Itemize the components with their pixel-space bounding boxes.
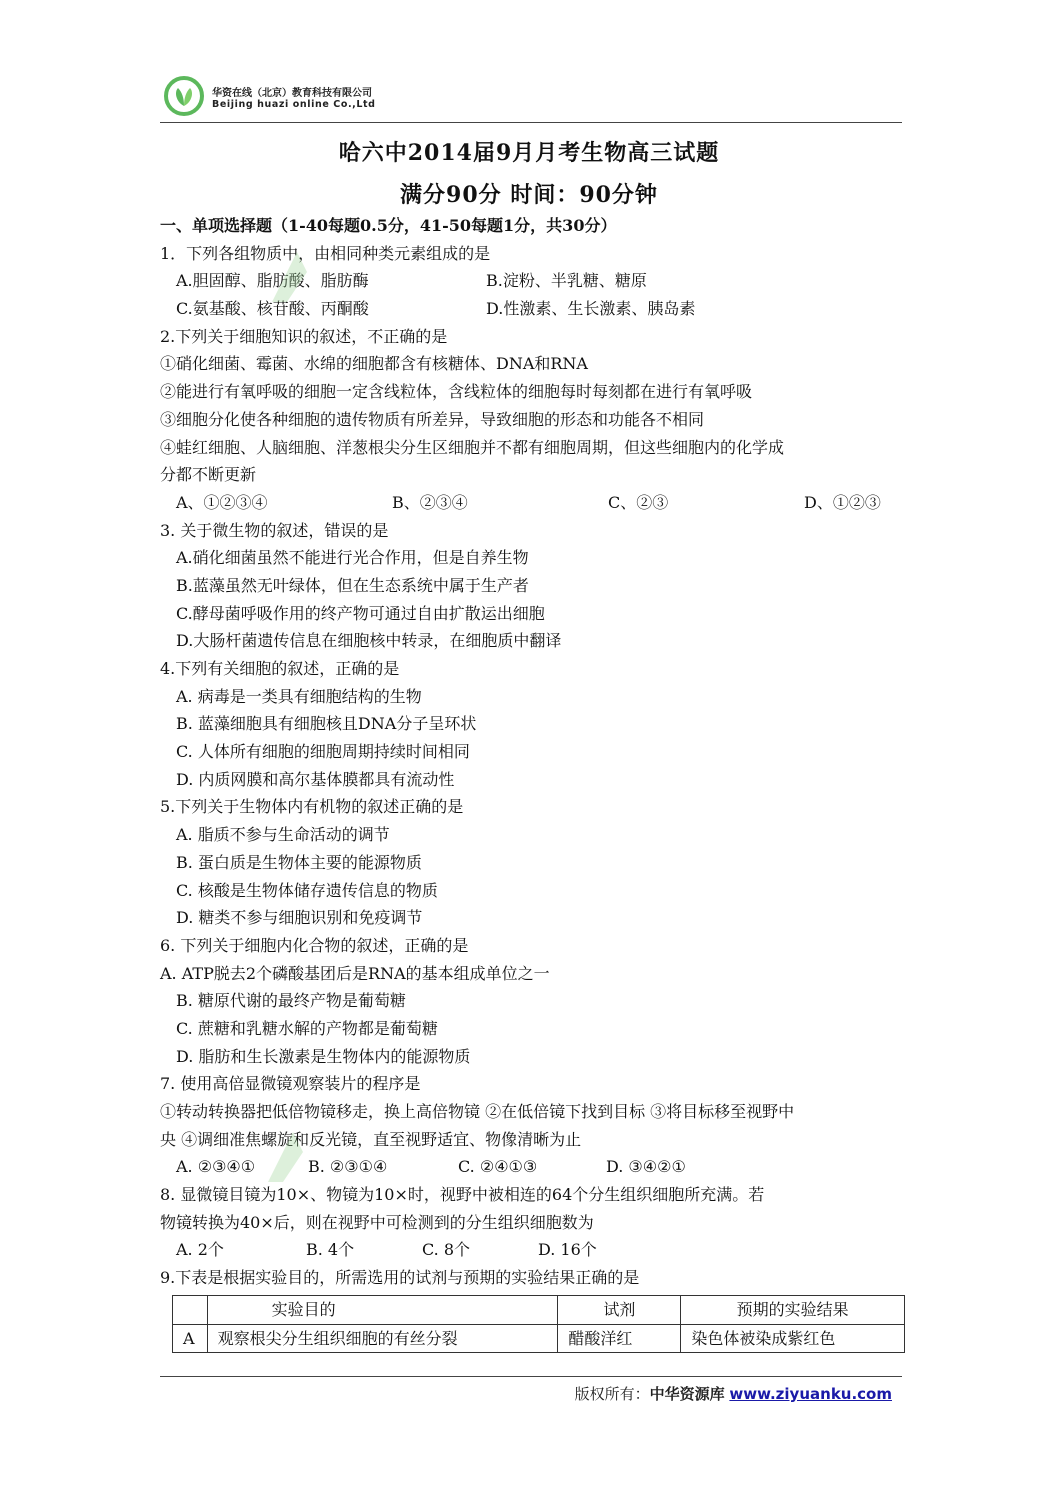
question-3-option-c: C.酵母菌呼吸作用的终产物可通过自由扩散运出细胞 (176, 603, 545, 623)
question-3-option-b: B.蓝藻虽然无叶绿体，但在生态系统中属于生产者 (176, 575, 529, 595)
question-2-option-c: C、②③ (608, 492, 669, 512)
question-4-option-b: B. 蓝藻细胞具有细胞核且DNA分子呈环状 (176, 714, 477, 734)
table-header-cell (173, 1295, 208, 1324)
section-heading: 一、单项选择题（1-40每题0.5分，41-50每题1分，共30分） (160, 216, 617, 235)
question-1-option-b: B.淀粉、半乳糖、糖原 (486, 271, 647, 291)
question-8-option-c: C. 8个 (422, 1240, 471, 1260)
question-2-option-a: A、①②③④ (176, 492, 268, 512)
question-8-option-d: D. 16个 (538, 1240, 597, 1260)
exam-subtitle: 满分90分 时间：90分钟 (400, 182, 658, 208)
question-5-option-d: D. 糖类不参与细胞识别和免疫调节 (176, 908, 423, 928)
question-1-option-a: A.胆固醇、脂肪酸、脂肪酶 (176, 271, 369, 291)
company-name-en: Beijing huazi online Co.,Ltd (212, 99, 376, 110)
table-header-cell: 预期的实验结果 (681, 1295, 905, 1324)
question-9-stem: 9.下表是根据实验目的，所需选用的试剂与预期的实验结果正确的是 (160, 1268, 640, 1288)
table-cell: 染色体被染成紫红色 (681, 1324, 905, 1353)
question-7-option-b: B. ②③①④ (308, 1157, 388, 1177)
footer-brand: 中华资源库 (649, 1385, 725, 1403)
page-footer (575, 1383, 892, 1404)
question-6-option-d: D. 脂肪和生长激素是生物体内的能源物质 (176, 1046, 471, 1066)
question-7-options (160, 1153, 905, 1181)
question-5-stem: 5.下列关于生物体内有机物的叙述正确的是 (160, 797, 464, 817)
question-3-option-a: A.硝化细菌虽然不能进行光合作用，但是自养生物 (176, 548, 529, 568)
question-2-stem: 2.下列关于细胞知识的叙述，不正确的是 (160, 326, 448, 346)
exam-title: 哈六中2014届9月月考生物高三试题 (338, 140, 720, 166)
table-row (173, 1324, 905, 1353)
footer-divider (160, 1376, 902, 1377)
question-2-option-b: B、②③④ (392, 492, 468, 512)
question-1-options-row2 (160, 295, 905, 323)
question-7-steps-2: 央 ④调细准焦螺旋和反光镜，直至视野适宜、物像清晰为止 (160, 1129, 582, 1149)
question-2-statement-4: ④蛙红细胞、人脑细胞、洋葱根尖分生区细胞并不都有细胞周期，但这些细胞内的化学成 (160, 437, 785, 457)
question-2-options (160, 489, 905, 517)
table-cell: A (173, 1324, 208, 1353)
footer-prefix: 版权所有： (574, 1385, 650, 1403)
question-3-stem: 3. 关于微生物的叙述，错误的是 (160, 520, 389, 540)
question-8-option-b: B. 4个 (306, 1240, 355, 1260)
question-2-option-d: D、①②③ (804, 492, 881, 512)
company-logo (164, 76, 204, 116)
question-4-option-a: A. 病毒是一类具有细胞结构的生物 (176, 686, 422, 706)
page-header (160, 72, 902, 123)
question-4-stem: 4.下列有关细胞的叙述，正确的是 (160, 659, 400, 678)
question-6-option-c: C. 蔗糖和乳糖水解的产物都是葡萄糖 (176, 1018, 438, 1038)
question-8-stem-1: 8. 显微镜目镜为10×、物镜为10×时，视野中被相连的64个分生组织细胞所充满。若 (160, 1185, 765, 1205)
question-7-option-c: C. ②④①③ (458, 1157, 538, 1177)
question-1-option-c: C.氨基酸、核苷酸、丙酮酸 (176, 299, 369, 319)
question-2-statement-1: ①硝化细菌、霉菌、水绵的细胞都含有核糖体、DNA和RNA (160, 354, 588, 374)
question-5-option-c: C. 核酸是生物体储存遗传信息的物质 (176, 880, 438, 900)
question-2-statement-3: ③细胞分化使各种细胞的遗传物质有所差异，导致细胞的形态和功能各不相同 (160, 409, 705, 429)
question-7-stem: 7. 使用高倍显微镜观察装片的程序是 (160, 1074, 421, 1094)
question-8-options (160, 1236, 905, 1264)
table-cell: 观察根尖分生组织细胞的有丝分裂 (207, 1324, 558, 1353)
question-5-option-a: A. 脂质不参与生命活动的调节 (176, 825, 390, 845)
table-header-cell: 实验目的 (207, 1295, 558, 1324)
question-8-option-a: A. 2个 (176, 1240, 224, 1260)
question-7-option-a: A. ②③④① (176, 1157, 256, 1177)
question-7-steps-1: ①转动转换器把低倍物镜移走，换上高倍物镜 ②在低倍镜下找到目标 ③将目标移至视野中 (160, 1102, 795, 1121)
question-1-option-d: D.性激素、生长激素、胰岛素 (486, 299, 696, 319)
footer-url-link[interactable]: www.ziyuanku.com (729, 1385, 892, 1403)
experiment-table (172, 1295, 905, 1353)
question-4-option-d: D. 内质网膜和高尔基体膜都具有流动性 (176, 769, 455, 789)
question-6-option-a: A. ATP脱去2个磷酸基团后是RNA的基本组成单位之一 (160, 963, 550, 983)
question-1-stem: 1．下列各组物质中，由相同种类元素组成的是 (160, 243, 491, 263)
question-6-option-b: B. 糖原代谢的最终产物是葡萄糖 (176, 991, 406, 1011)
question-8-stem-2: 物镜转换为40×后，则在视野中可检测到的分生组织细胞数为 (160, 1212, 594, 1232)
question-5-option-b: B. 蛋白质是生物体主要的能源物质 (176, 852, 422, 872)
question-2-statement-4-cont: 分都不断更新 (160, 465, 257, 485)
question-7-option-d: D. ③④②① (606, 1157, 686, 1177)
table-header-row (173, 1295, 905, 1324)
exam-content (160, 212, 905, 1353)
question-1-options-row1 (160, 267, 905, 295)
company-name-cn: 华资在线（北京）教育科技有限公司 (212, 88, 372, 99)
table-header-cell: 试剂 (558, 1295, 681, 1324)
question-4-option-c: C. 人体所有细胞的细胞周期持续时间相同 (176, 742, 470, 762)
table-cell: 醋酸洋红 (558, 1324, 681, 1353)
question-6-stem: 6. 下列关于细胞内化合物的叙述，正确的是 (160, 935, 469, 955)
question-2-statement-2: ②能进行有氧呼吸的细胞一定含线粒体，含线粒体的细胞每时每刻都在进行有氧呼吸 (160, 382, 753, 402)
question-3-option-d: D.大肠杆菌遗传信息在细胞核中转录，在细胞质中翻译 (176, 631, 562, 651)
